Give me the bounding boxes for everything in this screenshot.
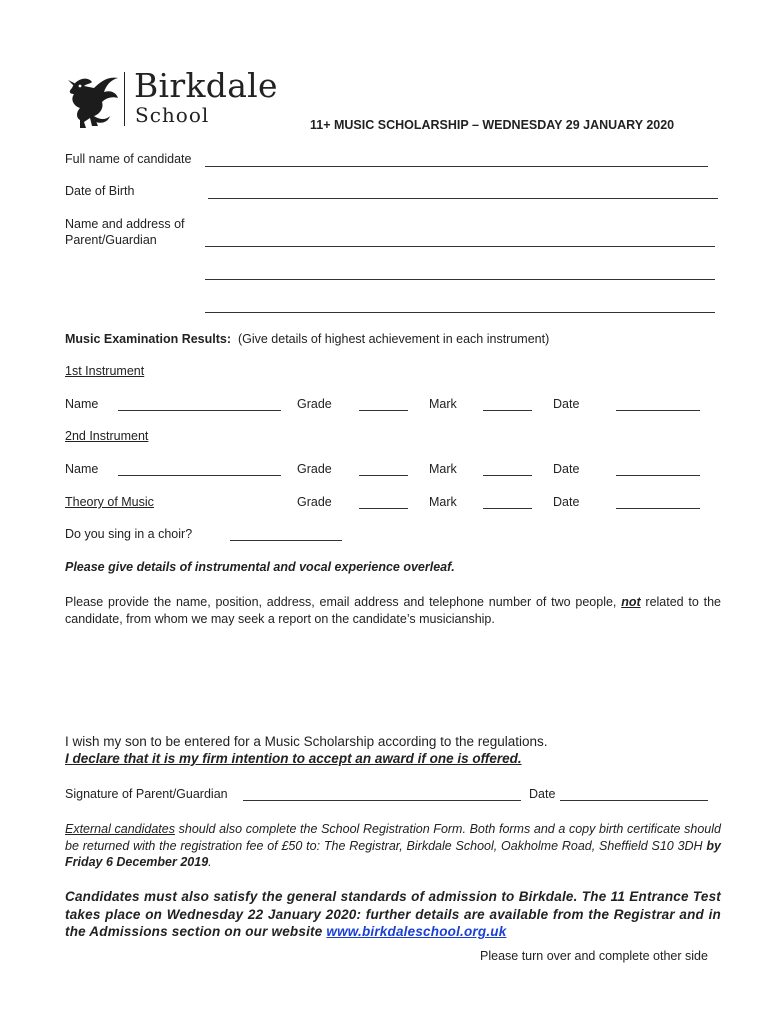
instrument1-grade-field[interactable] (359, 410, 408, 411)
declaration-line1: I wish my son to be entered for a Music Scholarship according to the regulations. (65, 734, 548, 749)
instrument1-mark-label: Mark (429, 397, 457, 411)
referees-text-2: related to the candidate, from whom we may seek a report on the candidate’s musicianship. (65, 595, 721, 626)
music-results-heading-row (65, 332, 549, 346)
choir-field[interactable] (230, 540, 342, 541)
theory-mark-label: Mark (429, 495, 457, 509)
logo-school-name: Birkdale (134, 66, 278, 105)
theory-label: Theory of Music (65, 495, 154, 509)
theory-date-field[interactable] (616, 508, 700, 509)
instrument1-grade-label: Grade (297, 397, 332, 411)
parent-address-field-1[interactable] (205, 246, 715, 247)
instrument2-name-field[interactable] (118, 475, 281, 476)
instrument2-mark-label: Mark (429, 462, 457, 476)
external-lead: External candidates (65, 822, 175, 836)
external-text: should also complete the School Registration Form. Both forms and a copy birth certificate should be returned with the registration fee of £50 to: The Registrar, Birkdale School, Oakholme Road, Sheffield S10 3DH (65, 822, 721, 853)
logo-school-sub: School (135, 103, 210, 127)
footer-note: Please turn over and complete other side (480, 949, 708, 963)
external-deadline: by Friday 6 December 2019 (65, 838, 721, 869)
signature-field[interactable] (243, 800, 521, 801)
declaration-line2: I declare that it is my firm intention to accept an award if one is offered. (65, 751, 522, 766)
standards-text: Candidates must also satisfy the general standards of admission to Birkdale. The 11 Entrance Test takes place on Wednesday 22 January 2020: further details are available from the Registrar and in the Admissions section on our website (65, 889, 721, 939)
instrument2-heading: 2nd Instrument (65, 429, 149, 443)
external-end: . (208, 855, 212, 869)
instrument2-grade-field[interactable] (359, 475, 408, 476)
school-logo (66, 68, 316, 130)
parent-address-field-2[interactable] (205, 279, 715, 280)
theory-grade-label: Grade (297, 495, 332, 509)
parent-label-line2: Parent/Guardian (65, 233, 157, 247)
referees-paragraph (65, 594, 721, 627)
form-title: 11+ MUSIC SCHOLARSHIP – WEDNESDAY 29 JANUARY 2020 (310, 118, 675, 132)
theory-mark-field[interactable] (483, 508, 532, 509)
music-results-heading: Music Examination Results: (65, 332, 232, 346)
choir-label: Do you sing in a choir? (65, 527, 193, 541)
instrument1-name-field[interactable] (118, 410, 281, 411)
instrument2-date-label: Date (553, 462, 580, 476)
theory-grade-field[interactable] (359, 508, 408, 509)
overleaf-note: Please give details of instrumental and vocal experience overleaf. (65, 560, 455, 574)
instrument2-name-label: Name (65, 462, 99, 476)
instrument2-grade-label: Grade (297, 462, 332, 476)
instrument1-date-field[interactable] (616, 410, 700, 411)
instrument1-date-label: Date (553, 397, 580, 411)
parent-label-line1: Name and address of (65, 217, 185, 231)
dob-label: Date of Birth (65, 184, 135, 198)
theory-date-label: Date (553, 495, 580, 509)
instrument2-mark-field[interactable] (483, 475, 532, 476)
signature-label: Signature of Parent/Guardian (65, 787, 228, 801)
logo-divider (124, 72, 125, 126)
instrument1-mark-field[interactable] (483, 410, 532, 411)
standards-paragraph (65, 888, 721, 941)
candidate-name-label: Full name of candidate (65, 152, 192, 166)
instrument1-heading: 1st Instrument (65, 364, 145, 378)
referees-text-1: Please provide the name, position, address, email address and telephone number of two people, (65, 595, 622, 609)
signature-date-label: Date (529, 787, 556, 801)
referees-not: not (621, 595, 641, 609)
parent-address-field-3[interactable] (205, 312, 715, 313)
instrument2-date-field[interactable] (616, 475, 700, 476)
website-link[interactable]: www.birkdaleschool.org.uk (326, 924, 507, 939)
candidate-name-field[interactable] (205, 166, 708, 167)
external-paragraph (65, 821, 721, 871)
dob-field[interactable] (208, 198, 718, 199)
music-results-note: (Give details of highest achievement in each instrument) (237, 332, 550, 346)
dragon-icon (66, 72, 120, 130)
instrument1-name-label: Name (65, 397, 99, 411)
signature-date-field[interactable] (560, 800, 708, 801)
